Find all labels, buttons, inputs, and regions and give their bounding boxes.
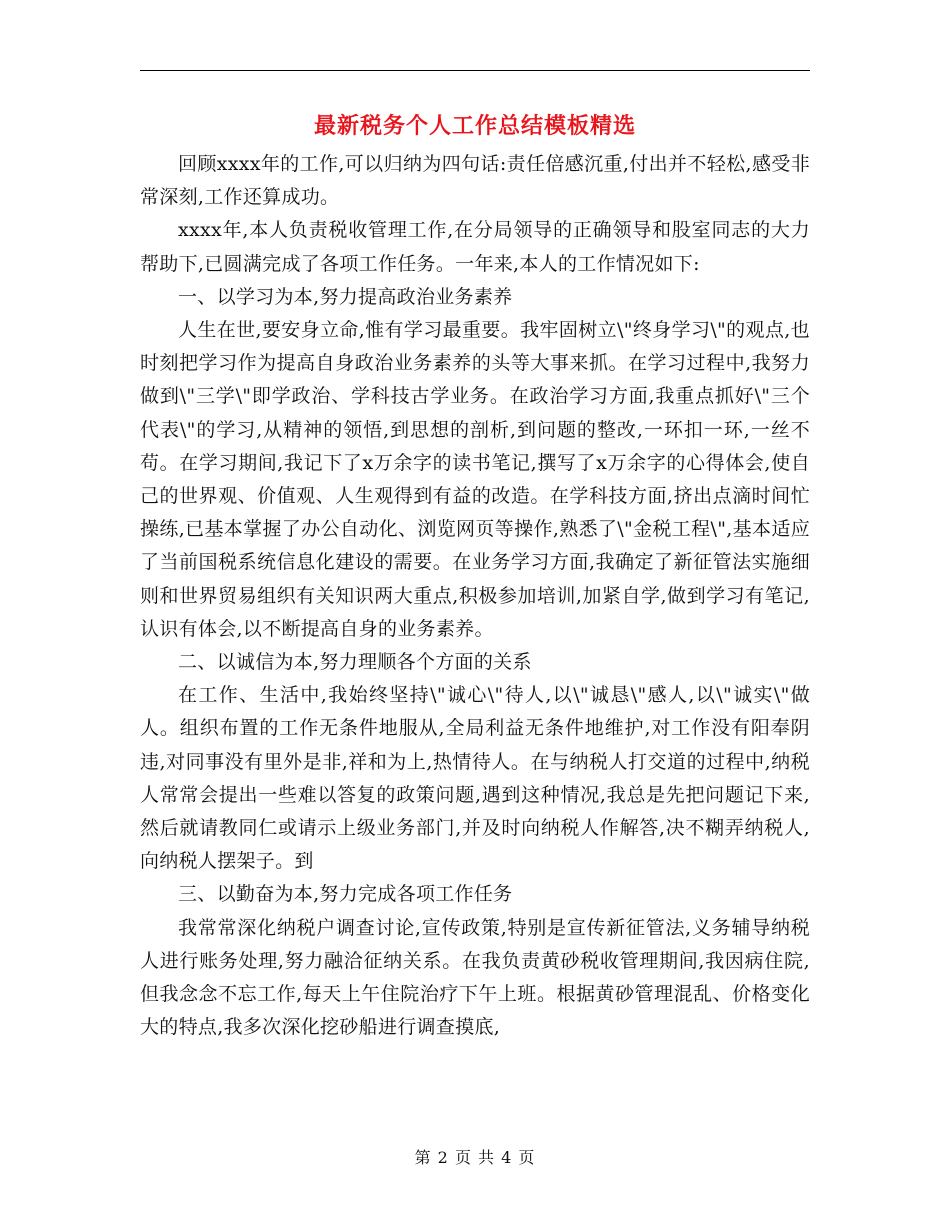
document-body [140, 148, 810, 1128]
document-title: 最新税务个人工作总结模板精选 [313, 113, 636, 139]
paragraph-integrity: 在工作、生活中,我始终坚持\"诚心\"待人,以\"诚恳\"感人,以\"诚实\"做人。组织布置的工作无条件地服从,全局利益无条件地维护,对工作没有阳奉阴违,对同事没有里外是非,祥和为上,热情待人。在与纳税人打交道的过程中,纳税人常常会提出一些难以答复的政策问题,遇到这种情况,我总是先把问题记下来,然后就请教同仁或请示上级业务部门,并及时向纳税人作解答,决不糊弄纳税人,向纳税人摆架子。到 [140, 684, 810, 873]
paragraph-diligence: 我常常深化纳税户调查讨论,宣传政策,特别是宣传新征管法,义务辅导纳税人进行账务处理,努力融洽征纳关系。在我负责黄砂税收管理期间,我因病住院,但我念念不忘工作,每天上午住院治疗下午上班。根据黄砂管理混乱、价格变化大的特点,我多次深化挖砂船进行调查摸底, [140, 916, 810, 1039]
paragraph-study: 人生在世,要安身立命,惟有学习最重要。我牢固树立\"终身学习\"的观点,也时刻把学习作为提高自身政治业务素养的头等大事来抓。在学习过程中,我努力做到\"三学\"即学政治、学科技古学业务。在政治学习方面,我重点抓好\"三个代表\"的学习,从精神的领悟,到思想的剖析,到问题的整改,一环扣一环,一丝不苟。在学习期间,我记下了x万余字的读书笔记,撰写了x万余字的心得体会,使自己的世界观、价值观、人生观得到有益的改造。在学科技方面,挤出点滴时间忙操练,已基本掌握了办公自动化、浏览网页等操作,熟悉了\"金税工程\",基本适应了当前国税系统信息化建设的需要。在业务学习方面,我确定了新征管法实施细则和世界贸易组织有关知识两大重点,积极参加培训,加紧自学,做到学习有笔记,认识有体会,以不断提高自身的业务素养。 [140, 319, 810, 640]
paragraph-overview: xxxx年,本人负责税收管理工作,在分局领导的正确领导和股室同志的大力帮助下,已圆满完成了各项工作任务。一年来,本人的工作情况如下: [140, 219, 810, 275]
section-heading-integrity: 二、以诚信为本,努力理顺各个方面的关系 [178, 651, 532, 674]
section-heading-study: 一、以学习为本,努力提高政治业务素养 [178, 285, 513, 308]
section-heading-diligence: 三、以勤奋为本,努力完成各项工作任务 [178, 883, 513, 906]
page-number-footer: 第 2 页 共 4 页 [414, 1148, 536, 1167]
header-rule [140, 70, 810, 71]
paragraph-intro: 回顾xxxx年的工作,可以归纳为四句话:责任倍感沉重,付出并不轻松,感受非常深刻,工作还算成功。 [140, 153, 810, 209]
